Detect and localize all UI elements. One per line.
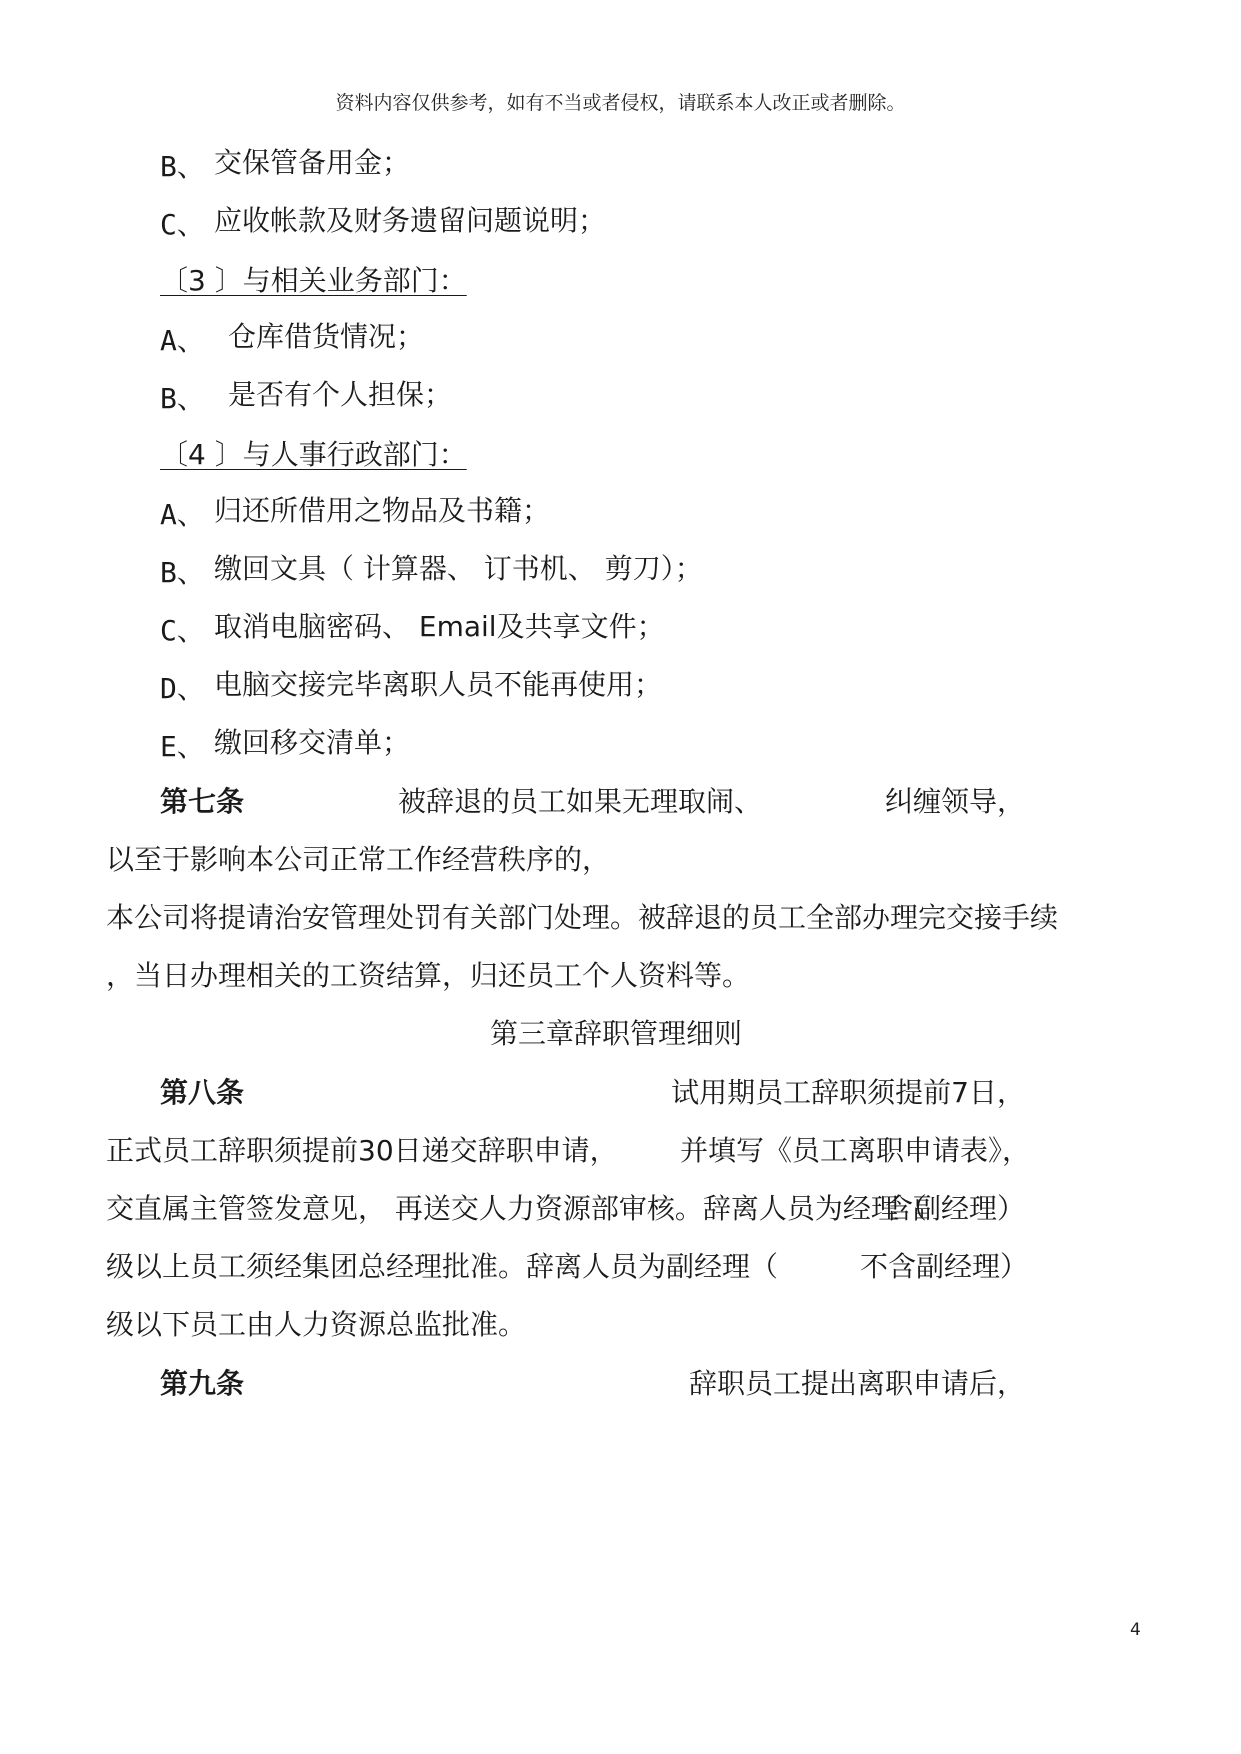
list-marker-d: D、 [160,672,205,705]
list-item-text: 归还所借用之物品及书籍； [214,494,551,527]
article-7-title: 第七条 [160,785,245,818]
article-8-text: 试用期员工辞职须提前7日， [671,1076,1025,1109]
list-marker-c: C、 [160,614,205,647]
list-item-text: 是否有个人担保； [228,378,453,411]
article-9-title: 第九条 [160,1367,245,1400]
article-7-text: 被辞退的员工如果无理取闹、 [398,785,763,818]
list-item-text: 缴回文具（ 计算器、 订书机、 剪刀）； [214,552,703,585]
list-item-text: 仓库借货情况； [228,320,425,353]
list-item-text: 交保管备用金； [214,146,411,179]
article-8-text: 不含副经理） [860,1250,1029,1283]
list-marker-c: C、 [160,208,205,241]
article-8-text: 正式员工辞职须提前30日递交辞职申请， [106,1134,618,1167]
article-7-text: 本公司将提请治安管理处罚有关部门处理。被辞退的员工全部办理完交接手续 [106,901,1059,934]
article-8-text: 交直属主管签发意见， 再送交人力资源部审核。辞离人员为经理（ [106,1192,927,1225]
article-7-text: 纠缠领导， [884,785,1025,818]
list-marker-b: B、 [160,382,205,415]
section-heading-business: 〔3 〕与相关业务部门： [160,264,467,297]
page-number: 4 [1130,1620,1141,1640]
article-8-text: 级以下员工由人力资源总监批准。 [106,1308,527,1341]
article-8-text: 含副经理） [884,1192,1025,1225]
article-7-text: ，当日办理相关的工资结算，归还员工个人资料等。 [106,959,751,992]
section-heading-hr: 〔4 〕与人事行政部门： [160,438,467,471]
chapter-heading: 第三章辞职管理细则 [489,1017,742,1050]
article-8-text: 级以上员工须经集团总经理批准。辞离人员为副经理（ [106,1250,779,1283]
article-7-text: 以至于影响本公司正常工作经营秩序的， [106,843,611,876]
disclaimer-header: 资料内容仅供参考，如有不当或者侵权，请联系本人改正或者删除。 [335,92,906,114]
article-8-title: 第八条 [160,1076,245,1109]
list-marker-e: E、 [160,730,205,763]
list-marker-a: A、 [160,324,205,357]
list-item-text: 缴回移交清单； [214,726,411,759]
list-item-text: 应收帐款及财务遗留问题说明； [214,204,607,237]
list-item-text: 电脑交接完毕离职人员不能再使用； [214,668,663,701]
article-9-text: 辞职员工提出离职申请后， [688,1367,1025,1400]
article-8-text: 并填写《员工离职申请表》， [680,1134,1031,1167]
list-item-text: 取消电脑密码、 Email及共享文件； [214,610,665,643]
list-marker-a: A、 [160,498,205,531]
list-marker-b: B、 [160,150,205,183]
list-marker-b: B、 [160,556,205,589]
